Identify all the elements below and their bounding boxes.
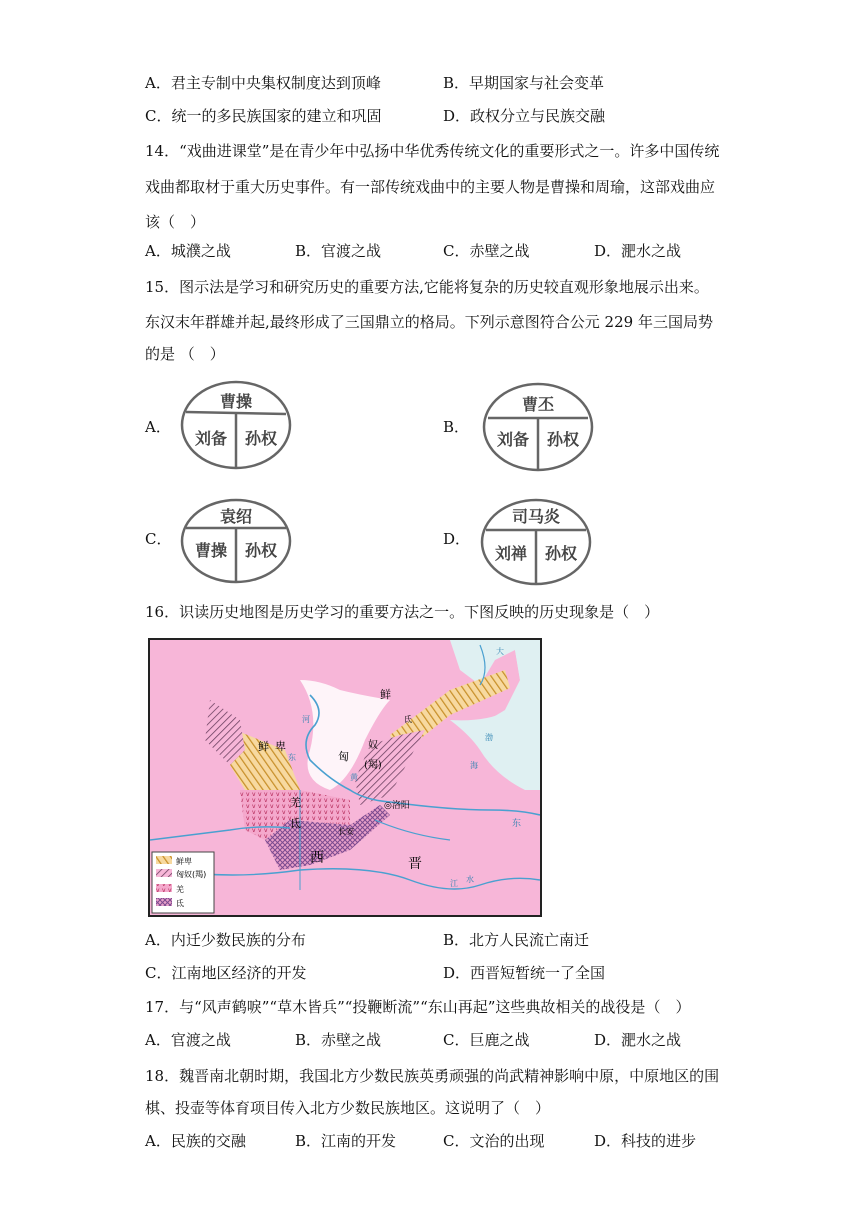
legend-label-xiongnu: 匈奴(羯) [176, 870, 207, 879]
q15-option-b-label: B． [443, 418, 470, 436]
q14-option-b: B．官渡之战 [295, 242, 382, 260]
legend-label-di: 氐 [176, 899, 184, 908]
q15-pie-b [482, 382, 594, 472]
map-label-luoyang: ◎洛阳 [384, 801, 410, 811]
map-label-qiang: 羌 [290, 796, 301, 809]
q15-pie-c [180, 498, 292, 584]
q15-pie-a-top: 曹操 [219, 392, 253, 411]
q16-option-c: C．江南地区经济的开发 [145, 964, 307, 982]
map-label-xi: 西 [310, 850, 324, 866]
q15-pie-d [480, 498, 592, 586]
q18-option-d: D．科技的进步 [594, 1132, 697, 1150]
q13-option-a: A．君主专制中央集权制度达到顶峰 [145, 74, 381, 92]
q15-option-a-label: A． [145, 418, 171, 436]
q16-map-svg [150, 640, 540, 915]
map-label-east: 东 [512, 819, 522, 829]
map-label-jie-2: (羯) [364, 760, 382, 771]
legend-label-xianbei: 鲜卑 [176, 857, 192, 866]
map-label-jie-1: 奴 [368, 740, 378, 751]
q15-pie-a-right: 孙权 [244, 429, 278, 448]
q14-option-a: A．城濮之战 [145, 242, 231, 260]
map-label-xianbei-west-2: 卑 [275, 740, 286, 753]
map-label-changan: 长安 [338, 827, 354, 836]
legend-swatch-di [156, 898, 172, 906]
legend-swatch-xianbei [156, 856, 172, 864]
q16-stem: 16．识读历史地图是历史学习的重要方法之一。下图反映的历史现象是（ ） [145, 603, 660, 621]
q15-pie-a-left: 刘备 [194, 429, 228, 448]
legend-label-qiang: 羌 [176, 885, 184, 894]
map-label-xianbei-north: 鲜 [380, 688, 391, 701]
q13-option-b: B．早期国家与社会变革 [443, 74, 605, 92]
q18-option-a: A．民族的交融 [145, 1132, 246, 1150]
q16-option-b: B．北方人民流亡南迁 [443, 931, 590, 949]
q17-option-c: C．巨鹿之战 [443, 1031, 530, 1049]
q16-historical-map [148, 638, 542, 917]
q18-option-b: B．江南的开发 [295, 1132, 397, 1150]
q15-pie-c-left: 曹操 [194, 541, 228, 560]
q18-stem-line-1: 18．魏晋南北朝时期，我国北方少数民族英勇顽强的尚武精神影响中原，中原地区的围 [145, 1067, 720, 1085]
map-label-river-he: 河 [302, 715, 310, 724]
q13-option-d: D．政权分立与民族交融 [443, 107, 606, 125]
q17-stem: 17．与“风声鹤唳”“草木皆兵”“投鞭断流”“东山再起”这些典故相关的战役是（ ） [145, 998, 691, 1016]
q17-option-a: A．官渡之战 [145, 1031, 231, 1049]
map-label-sea-bo: 渤 [485, 733, 493, 742]
q17-option-b: B．赤壁之战 [295, 1031, 382, 1049]
q16-option-d: D．西晋短暂统一了全国 [443, 964, 606, 982]
q18-stem-line-2: 棋、投壶等体育项目传入北方少数民族地区。这说明了（ ） [145, 1099, 551, 1117]
map-label-xiongnu: 匈 [338, 750, 349, 763]
q14-option-d: D．淝水之战 [594, 242, 682, 260]
q15-pie-d-right: 孙权 [544, 544, 578, 563]
q15-pie-d-top: 司马炎 [511, 507, 561, 526]
map-label-jiang: 江 [450, 879, 458, 888]
q13-option-c: C．统一的多民族国家的建立和巩固 [145, 107, 382, 125]
map-label-jin: 晋 [408, 856, 422, 872]
map-label-river-dong: 东 [288, 753, 296, 762]
map-label-liao: 大 [496, 647, 504, 656]
q17-option-d: D．淝水之战 [594, 1031, 682, 1049]
q15-option-d-label: D． [443, 530, 471, 548]
q18-option-c: C．文治的出现 [443, 1132, 545, 1150]
q15-pie-b-top: 曹丕 [521, 395, 555, 414]
q14-stem-line-1: 14．“戏曲进课堂”是在青少年中弘扬中华优秀传统文化的重要形式之一。许多中国传统 [145, 142, 720, 160]
map-label-shui: 水 [466, 875, 474, 884]
q15-pie-d-left: 刘禅 [494, 544, 528, 563]
map-label-river-huang: 黄 [350, 773, 358, 782]
map-label-di-north: 氐 [404, 715, 412, 724]
q15-stem-line-3: 的是 （ ） [145, 345, 225, 363]
legend-swatch-qiang [156, 884, 172, 892]
map-label-xianbei-west-1: 鲜 [258, 740, 269, 753]
legend-swatch-xiongnu [156, 869, 172, 877]
q15-stem-line-1: 15．图示法是学习和研究历史的重要方法,它能将复杂的历史较直观形象地展示出来。 [145, 278, 709, 296]
q15-option-c-label: C． [145, 530, 172, 548]
q14-stem-line-2: 戏曲都取材于重大历史事件。有一部传统戏曲中的主要人物是曹操和周瑜，这部戏曲应 [145, 178, 716, 196]
q16-option-a: A．内迁少数民族的分布 [145, 931, 306, 949]
map-label-di: 氐 [290, 817, 301, 830]
q15-stem-line-2: 东汉末年群雄并起,最终形成了三国鼎立的格局。下列示意图符合公元 229 年三国局势 [145, 313, 713, 331]
map-label-sea-hai: 海 [470, 761, 478, 770]
q15-pie-b-right: 孙权 [546, 430, 580, 449]
q15-pie-c-top: 袁绍 [219, 507, 253, 526]
q15-pie-c-right: 孙权 [244, 541, 278, 560]
q14-option-c: C．赤壁之战 [443, 242, 530, 260]
q15-pie-b-left: 刘备 [496, 430, 530, 449]
q14-stem-line-3: 该（ ） [145, 213, 206, 231]
q15-pie-a [180, 380, 292, 470]
